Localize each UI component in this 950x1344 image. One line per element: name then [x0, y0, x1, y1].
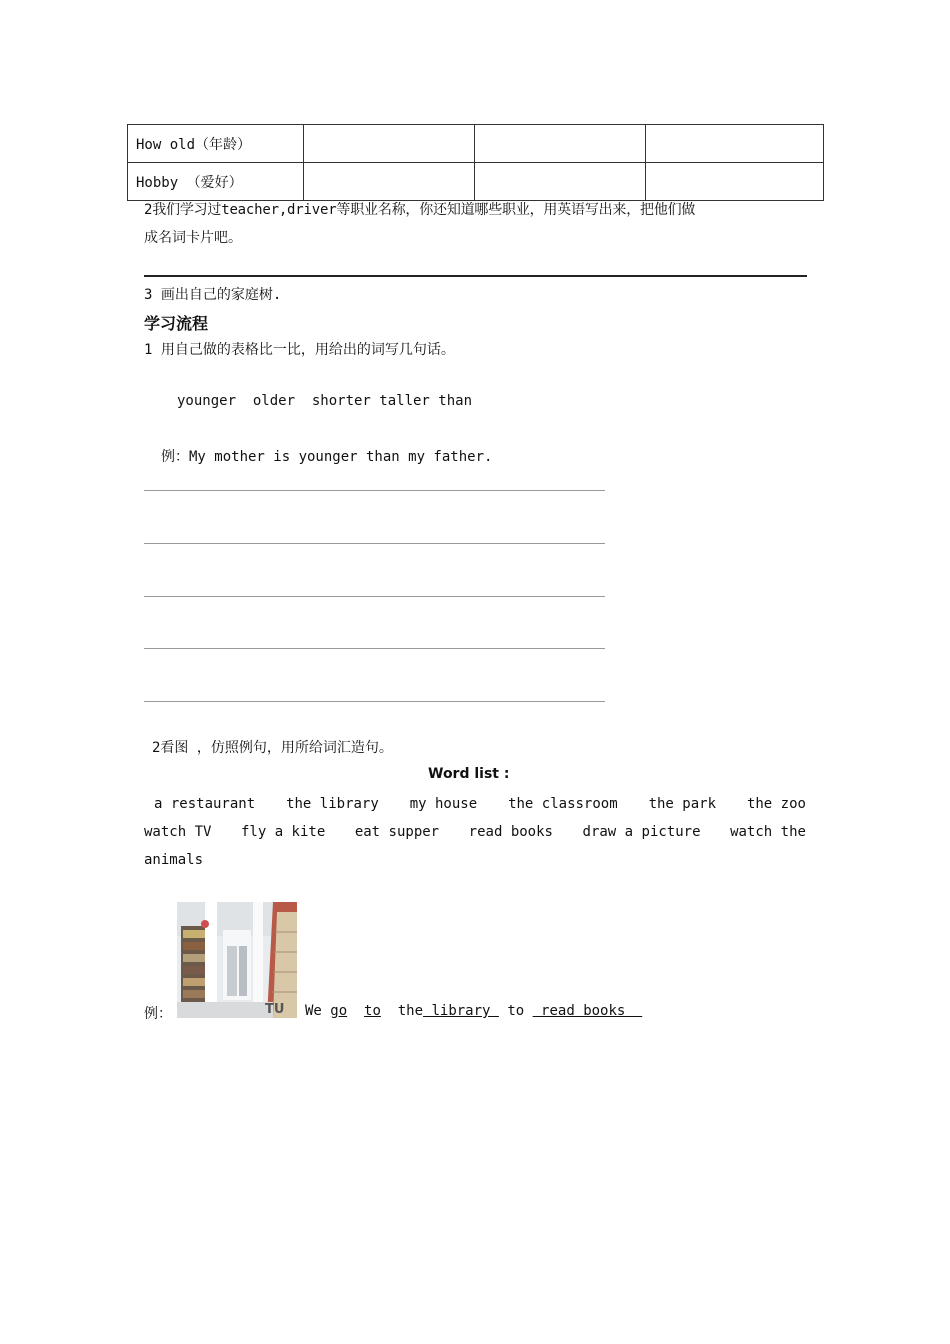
table-cell: [475, 125, 646, 163]
image-watermark: TU: [265, 1002, 285, 1017]
word-we: We: [305, 1003, 322, 1019]
answer-line: [144, 275, 807, 277]
word-list-line-1: [144, 790, 806, 818]
word-to: to: [364, 1003, 381, 1019]
task-2-line-1: 2我们学习过teacher,driver等职业名称，你还知道哪些职业，用英语写出来，把他们做: [144, 202, 696, 218]
word-go: go: [330, 1003, 348, 1019]
list-item: watch the: [730, 824, 806, 840]
task-2-line-2: 成名词卡片吧。: [144, 230, 242, 246]
step-1-example: 例：My mother is younger than my father.: [161, 449, 493, 465]
word-the: the: [397, 1003, 424, 1019]
writing-line-1[interactable]: [144, 490, 605, 491]
list-item: the library: [286, 796, 379, 812]
table-row: [128, 163, 824, 201]
info-table: [127, 124, 824, 201]
table-cell: [646, 163, 824, 201]
list-item: fly a kite: [240, 824, 326, 840]
list-item: draw a picture: [582, 824, 701, 840]
list-item: the classroom: [508, 796, 618, 812]
library-image: [177, 902, 297, 1018]
list-item: watch TV: [144, 824, 212, 840]
list-item: the zoo: [746, 796, 806, 812]
list-item: the park: [648, 796, 717, 812]
word-to-2: to: [507, 1003, 525, 1019]
example-sentence: [305, 1003, 642, 1019]
library-picture: [177, 902, 297, 1018]
table-cell: [646, 125, 824, 163]
writing-line-5[interactable]: [144, 701, 605, 702]
step-1-words: younger older shorter taller than: [177, 393, 473, 409]
word-list-title: Word list :: [428, 766, 510, 782]
list-item: eat supper: [354, 824, 440, 840]
row-label-how-old: How old（年龄）: [128, 125, 304, 163]
writing-line-3[interactable]: [144, 596, 605, 597]
step-2-instruction: 2看图 ，仿照例句，用所给词汇造句。: [152, 740, 393, 756]
word-activity: read books: [532, 1003, 643, 1019]
writing-line-2[interactable]: [144, 543, 605, 544]
example-label: 例：: [144, 1006, 172, 1022]
table-cell: [475, 163, 646, 201]
writing-line-4[interactable]: [144, 648, 605, 649]
list-item: read books: [468, 824, 553, 840]
row-label-hobby: Hobby （爱好）: [128, 163, 304, 201]
task-3: 3 画出自己的家庭树.: [144, 287, 282, 303]
task-2-paragraph: [144, 196, 808, 252]
table-row: [128, 125, 824, 163]
list-item: a restaurant: [154, 796, 256, 812]
list-item: my house: [409, 796, 478, 812]
table-cell: [304, 125, 475, 163]
word-list: [144, 790, 806, 874]
step-1-instruction: 1 用自己做的表格比一比，用给出的词写几句话。: [144, 342, 455, 358]
section-title: 学习流程: [144, 314, 209, 333]
word-list-line-3: animals: [144, 852, 204, 868]
word-list-line-2: [144, 818, 806, 846]
word-place: library: [423, 1003, 499, 1019]
table-cell: [304, 163, 475, 201]
